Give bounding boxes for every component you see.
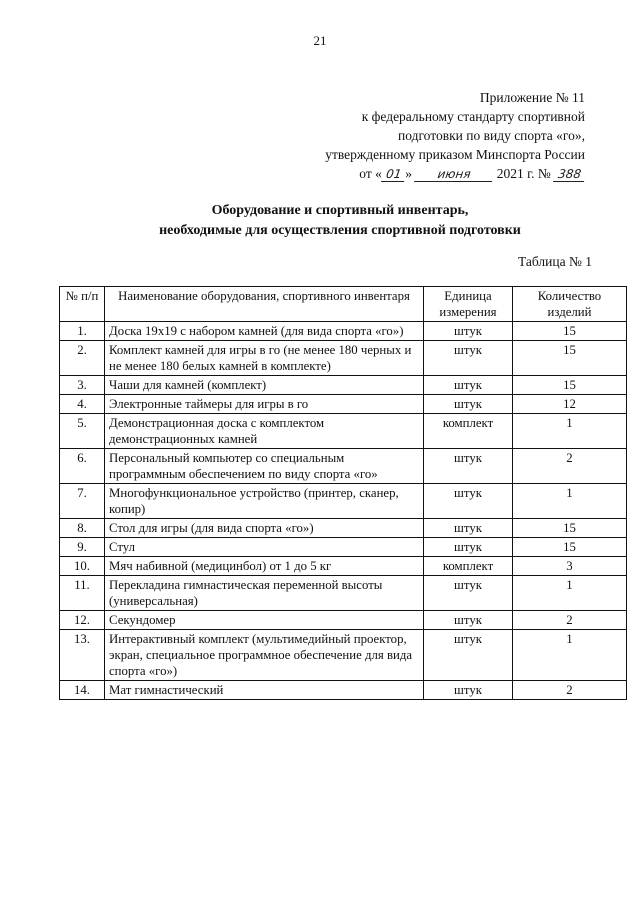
- table-row: [60, 449, 627, 484]
- row-name: Мяч набивной (медицинбол) от 1 до 5 кг: [105, 557, 424, 576]
- row-num: 6.: [60, 449, 105, 484]
- row-num: 7.: [60, 484, 105, 519]
- page-number: 21: [313, 33, 327, 48]
- row-name: Чаши для камней (комплект): [105, 376, 424, 395]
- row-name: Интерактивный комплект (мультимедийный проектор, экран, специальное программное обеспечение для вида спорта «го»): [105, 630, 424, 681]
- row-num: 13.: [60, 630, 105, 681]
- row-unit: штук: [424, 395, 513, 414]
- handwritten-month: июня: [414, 168, 494, 182]
- appendix-line: подготовки по виду спорта «го»,: [398, 128, 585, 143]
- date-prefix: от «: [359, 166, 382, 181]
- row-qty: 1: [513, 630, 627, 681]
- appendix-header: [285, 88, 585, 183]
- row-qty: 15: [513, 322, 627, 341]
- row-unit: штук: [424, 576, 513, 611]
- appendix-date-line: [285, 164, 585, 183]
- appendix-line: к федеральному стандарту спортивной: [361, 109, 585, 124]
- row-unit: штук: [424, 630, 513, 681]
- row-qty: 2: [513, 449, 627, 484]
- title-line: необходимые для осуществления спортивной подготовки: [159, 223, 521, 238]
- row-qty: 1: [513, 576, 627, 611]
- row-num: 11.: [60, 576, 105, 611]
- appendix-line: утвержденному приказом Минспорта России: [325, 147, 585, 162]
- table-row: [60, 576, 627, 611]
- row-name: Демонстрационная доска с комплектом демонстрационных камней: [105, 414, 424, 449]
- date-mid: »: [405, 166, 412, 181]
- row-name: Перекладина гимнастическая переменной высоты (универсальная): [105, 576, 424, 611]
- row-unit: штук: [424, 611, 513, 630]
- table-header-row: [60, 287, 627, 322]
- row-unit: комплект: [424, 414, 513, 449]
- row-num: 2.: [60, 341, 105, 376]
- row-name: Секундомер: [105, 611, 424, 630]
- row-num: 5.: [60, 414, 105, 449]
- row-num: 4.: [60, 395, 105, 414]
- row-name: Многофункциональное устройство (принтер, сканер, копир): [105, 484, 424, 519]
- row-unit: штук: [424, 538, 513, 557]
- header-num: № п/п: [60, 287, 105, 322]
- title-line: Оборудование и спортивный инвентарь,: [211, 203, 469, 218]
- row-qty: 15: [513, 519, 627, 538]
- table-caption: Таблица № 1: [518, 254, 592, 269]
- row-unit: комплект: [424, 557, 513, 576]
- table-row: [60, 395, 627, 414]
- table-row: [60, 341, 627, 376]
- table-row: [60, 376, 627, 395]
- row-qty: 2: [513, 611, 627, 630]
- row-qty: 12: [513, 395, 627, 414]
- row-name: Электронные таймеры для игры в го: [105, 395, 424, 414]
- row-name: Доска 19x19 с набором камней (для вида спорта «го»): [105, 322, 424, 341]
- table-row: [60, 681, 627, 700]
- table-row: [60, 611, 627, 630]
- table-row: [60, 484, 627, 519]
- row-name: Мат гимнастический: [105, 681, 424, 700]
- row-unit: штук: [424, 519, 513, 538]
- header-qty: Количество изделий: [513, 287, 627, 322]
- row-qty: 15: [513, 538, 627, 557]
- appendix-line: Приложение № 11: [479, 90, 585, 105]
- table-row: [60, 414, 627, 449]
- row-num: 14.: [60, 681, 105, 700]
- row-unit: штук: [424, 376, 513, 395]
- row-qty: 15: [513, 341, 627, 376]
- row-qty: 15: [513, 376, 627, 395]
- table-row: [60, 519, 627, 538]
- row-unit: штук: [424, 322, 513, 341]
- row-num: 1.: [60, 322, 105, 341]
- row-num: 12.: [60, 611, 105, 630]
- row-qty: 1: [513, 484, 627, 519]
- row-name: Стол для игры (для вида спорта «го»): [105, 519, 424, 538]
- inventory-table: [59, 286, 627, 700]
- row-name: Стул: [105, 538, 424, 557]
- row-num: 8.: [60, 519, 105, 538]
- handwritten-day: 01: [381, 168, 406, 182]
- row-unit: штук: [424, 341, 513, 376]
- row-num: 9.: [60, 538, 105, 557]
- row-qty: 3: [513, 557, 627, 576]
- handwritten-order-number: 388: [553, 168, 586, 182]
- row-unit: штук: [424, 681, 513, 700]
- header-name: Наименование оборудования, спортивного инвентаря: [105, 287, 424, 322]
- table-row: [60, 322, 627, 341]
- table-row: [60, 557, 627, 576]
- document-title: [40, 201, 640, 241]
- row-name: Комплект камней для игры в го (не менее 180 черных и не менее 180 белых камней в комплекте): [105, 341, 424, 376]
- row-num: 3.: [60, 376, 105, 395]
- row-num: 10.: [60, 557, 105, 576]
- date-year: 2021 г. №: [496, 166, 551, 181]
- row-name: Персональный компьютер со специальным программным обеспечением по виду спорта «го»: [105, 449, 424, 484]
- table-row: [60, 538, 627, 557]
- row-qty: 2: [513, 681, 627, 700]
- row-unit: штук: [424, 449, 513, 484]
- header-unit: Единица измерения: [424, 287, 513, 322]
- table-row: [60, 630, 627, 681]
- row-unit: штук: [424, 484, 513, 519]
- row-qty: 1: [513, 414, 627, 449]
